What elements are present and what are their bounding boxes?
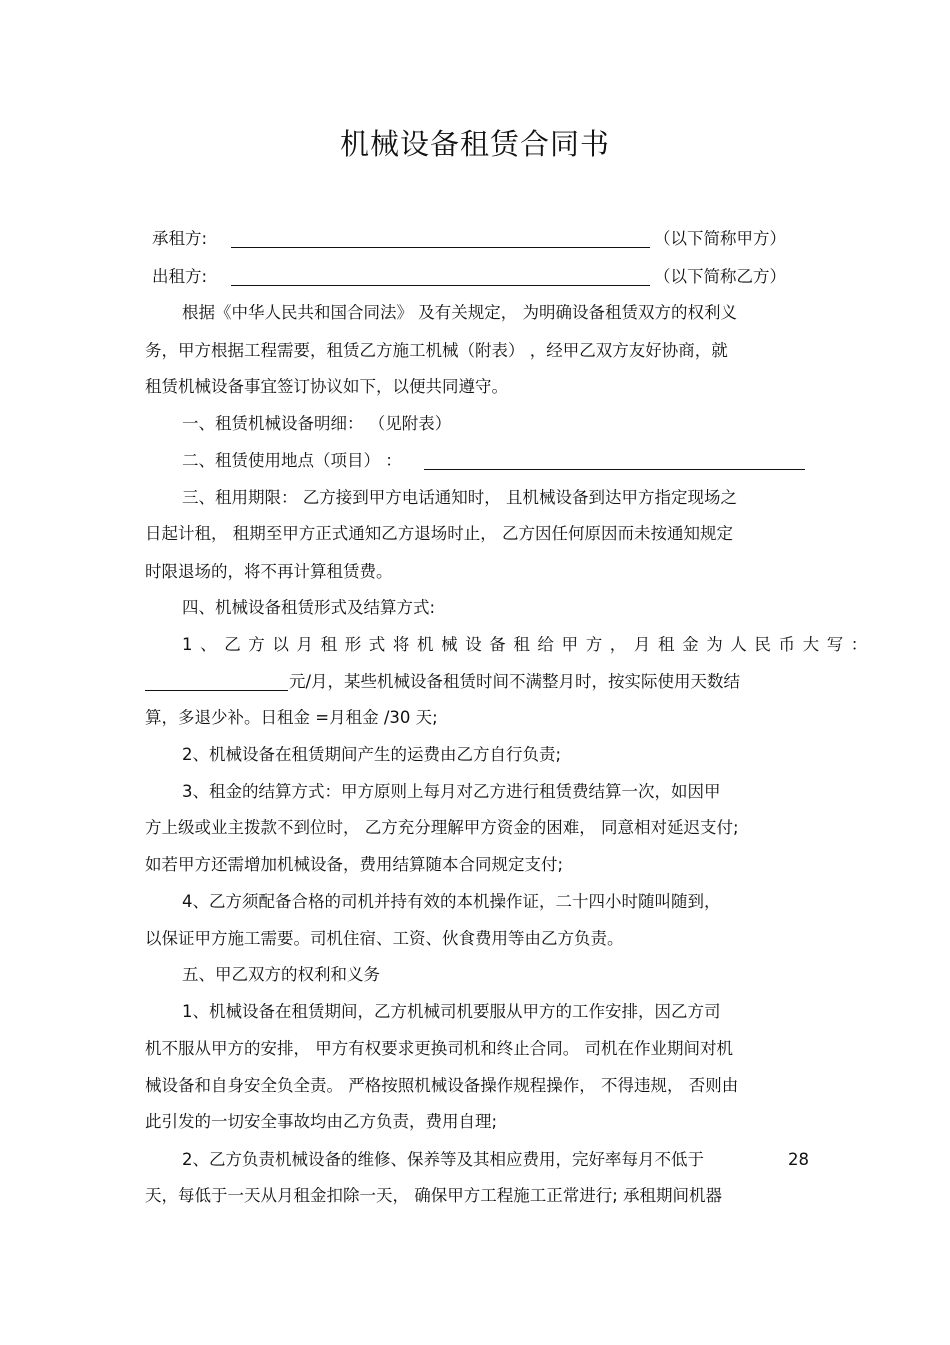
section-3-line: 日起计租， 租期至甲方正式通知乙方退场时止， 乙方因任何原因而未按通知规定 bbox=[145, 524, 733, 543]
section-4-3-line: 方上级或业主拨款不到位时， 乙方充分理解甲方资金的困难， 同意相对延迟支付; bbox=[145, 818, 739, 837]
section-4-3-line: 3、租金的结算方式：甲方原则上每月对乙方进行租赁费结算一次，如因甲 bbox=[182, 782, 721, 801]
lessor-suffix: （以下简称乙方） bbox=[654, 267, 786, 286]
section-1: 一、租赁机械设备明细： （见附表） bbox=[182, 414, 452, 433]
section-4-4-line: 以保证甲方施工需要。司机住宿、工资、伙食费用等由乙方负责。 bbox=[145, 929, 624, 948]
section-5-2-line: 天，每低于一天从月租金扣除一天， 确保甲方工程施工正常进行; 承租期间机器 bbox=[145, 1186, 723, 1205]
section-4-1-line: 1、乙方以月租形式将机械设备租给甲方，月租金为人民币大写： bbox=[182, 635, 875, 654]
section-4-4-line: 4、乙方须配备合格的司机并持有效的本机操作证，二十四小时随叫随到， bbox=[182, 892, 721, 911]
section-3-line: 三、租用期限： 乙方接到甲方电话通知时， 且机械设备到达甲方指定现场之 bbox=[182, 488, 737, 507]
section-5-1-line: 1、机械设备在租赁期间，乙方机械司机要服从甲方的工作安排，因乙方司 bbox=[182, 1002, 721, 1021]
section-4-heading: 四、机械设备租赁形式及结算方式: bbox=[182, 598, 436, 617]
section-4-3-line: 如若甲方还需增加机械设备，费用结算随本合同规定支付; bbox=[145, 855, 564, 874]
section-2: 二、租赁使用地点（项目） ： bbox=[182, 451, 402, 470]
intro-line: 租赁机械设备事宜签订协议如下，以便共同遵守。 bbox=[145, 377, 508, 396]
section-5-2-number: 28 bbox=[788, 1150, 809, 1169]
lessor-label: 出租方: bbox=[152, 267, 208, 286]
section-5-1-line: 机不服从甲方的安排， 甲方有权要求更换司机和终止合同。 司机在作业期间对机 bbox=[145, 1039, 733, 1058]
intro-line: 根据《中华人民共和国合同法》 及有关规定， 为明确设备租赁双方的权利义 bbox=[182, 303, 737, 322]
section-4-1-line: 元/月，某些机械设备租赁时间不满整月时，按实际使用天数结 bbox=[289, 672, 741, 691]
section-3-line: 时限退场的，将不再计算租赁费。 bbox=[145, 562, 393, 581]
section-5-heading: 五、甲乙双方的权利和义务 bbox=[182, 965, 380, 984]
lessee-label: 承租方: bbox=[152, 229, 208, 248]
document-title: 机械设备租赁合同书 bbox=[339, 127, 610, 161]
lessee-suffix: （以下简称甲方） bbox=[654, 229, 786, 248]
monthly-rent-blank-line[interactable] bbox=[145, 690, 288, 691]
location-blank-line[interactable] bbox=[424, 469, 805, 470]
lessor-blank-line[interactable] bbox=[231, 285, 650, 286]
section-5-1-line: 械设备和自身安全负全责。 严格按照机械设备操作规程操作， 不得违规， 否则由 bbox=[145, 1076, 739, 1095]
section-4-2: 2、机械设备在租赁期间产生的运费由乙方自行负责; bbox=[182, 745, 562, 764]
section-4-1-line: 算，多退少补。日租金 =月租金 /30 天; bbox=[145, 708, 438, 727]
intro-line: 务，甲方根据工程需要，租赁乙方施工机械（附表） ，经甲乙双方友好协商，就 bbox=[145, 341, 728, 360]
lessee-blank-line[interactable] bbox=[231, 247, 650, 248]
section-5-1-line: 此引发的一切安全事故均由乙方负责，费用自理; bbox=[145, 1112, 498, 1131]
section-5-2-line: 2、乙方负责机械设备的维修、保养等及其相应费用，完好率每月不低于 bbox=[182, 1150, 704, 1169]
